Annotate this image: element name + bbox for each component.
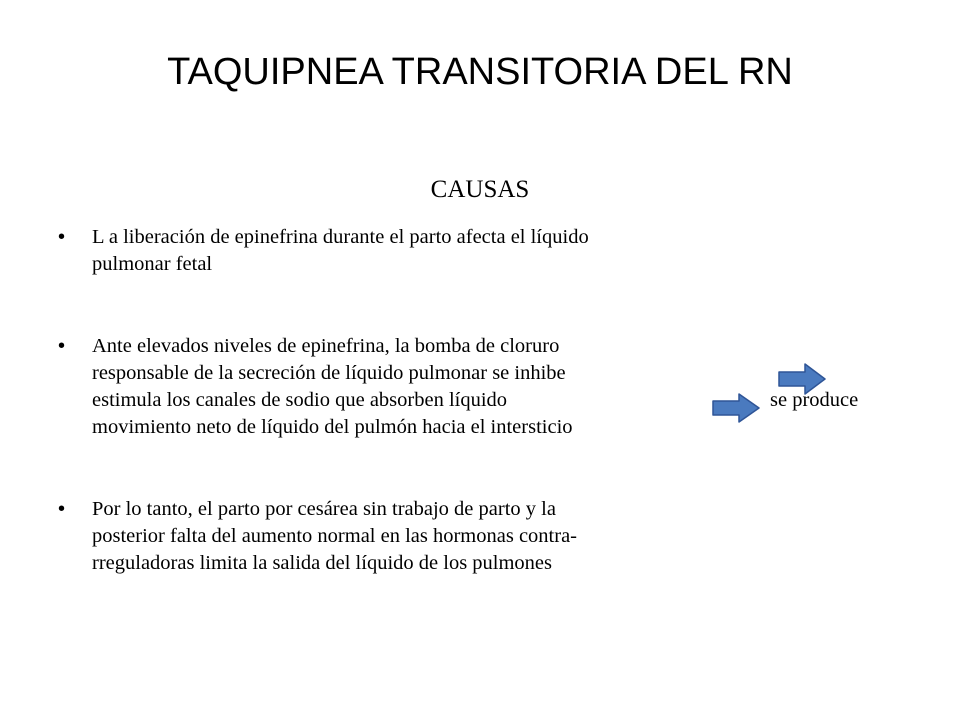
bullet-3-line-2: posterior falta del aumento normal en las hormonas contra- — [92, 525, 578, 547]
bullet-2-line-2: responsable de la secreción de líquido pulmonar se inhibe — [92, 362, 566, 384]
bullet-3-line-3: rreguladoras limita la salida del líquido de los pulmones — [92, 552, 553, 574]
arrow-2-shape — [713, 394, 759, 422]
bullet-2-line-3-continuation: se produce — [770, 389, 859, 411]
bullet-1-line-2: pulmonar fetal — [92, 253, 213, 275]
bullet-2-line-3: estimula los canales de sodio que absorben líquido — [92, 389, 508, 411]
bullet-1-line-1: L a liberación de epinefrina durante el parto afecta el líquido — [92, 226, 589, 248]
bullet-2-line-1: Ante elevados niveles de epinefrina, la bomba de cloruro — [92, 335, 560, 357]
bullet-3-line-1: Por lo tanto, el parto por cesárea sin trabajo de parto y la — [92, 498, 556, 520]
bullet-marker: • — [58, 498, 66, 520]
bullet-marker: • — [58, 226, 66, 248]
bullet-marker: • — [58, 335, 66, 357]
section-heading: CAUSAS — [430, 176, 530, 203]
bullet-2-line-4: movimiento neto de líquido del pulmón hacia el intersticio — [92, 416, 573, 438]
slide-title: TAQUIPNEA TRANSITORIA DEL RN — [167, 51, 793, 93]
right-arrow-icon — [712, 393, 760, 423]
